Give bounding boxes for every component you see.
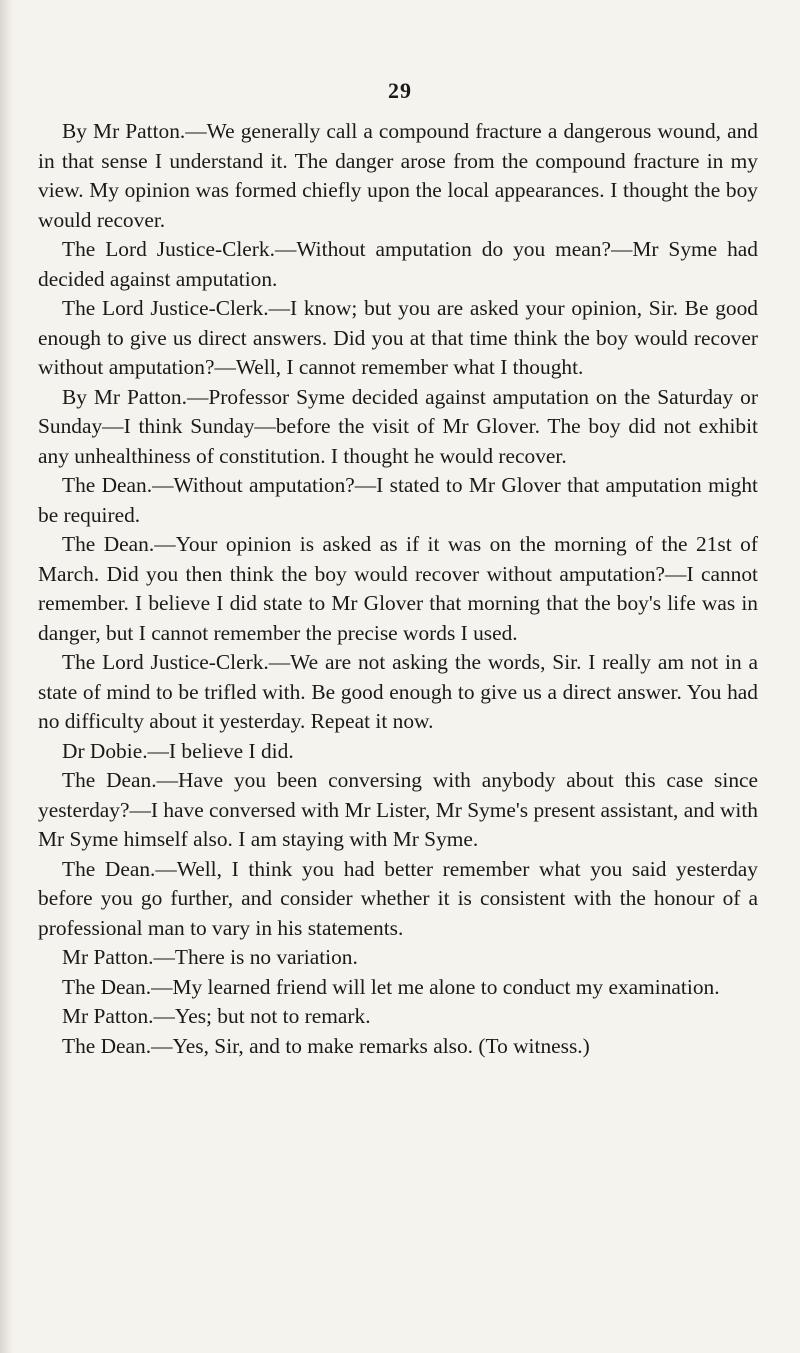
paragraph: The Lord Justice-Clerk.—We are not asking the words, Sir. I really am not in a state of mind to be trifled with. Be good enough to give us a direct answer. You had no difficulty about it yesterday. Repeat it now. [38, 650, 758, 733]
paragraph: The Dean.—Your opinion is asked as if it was on the morning of the 21st of March. Did you then think the boy would recover without amputation?—I cannot remember. I believe I did state to Mr Glover that morning that the boy's life was in danger, but I cannot remember the precise words I used. [38, 532, 758, 645]
testimony-text [38, 117, 758, 1061]
paragraph: The Dean.—Without amputation?—I stated to Mr Glover that amputation might be required. [38, 473, 758, 527]
paragraph: The Dean.—Yes, Sir, and to make remarks also. (To witness.) [62, 1033, 590, 1058]
paragraph: Dr Dobie.—I believe I did. [62, 738, 294, 763]
paragraph: By Mr Patton.—We generally call a compound fracture a dangerous wound, and in that sense I understand it. The danger arose from the compound fracture in my view. My opinion was formed chiefly upon the local appearances. I thought the boy would recover. [38, 119, 758, 232]
paragraph: The Dean.—My learned friend will let me alone to conduct my examination. [62, 974, 720, 999]
page-number: 29 [388, 78, 412, 103]
scanned-binding-edge [0, 0, 14, 1353]
paragraph: By Mr Patton.—Professor Syme decided against amputation on the Saturday or Sunday—I think Sunday—before the visit of Mr Glover. The boy did not exhibit any unhealthiness of constitution. I thought he would recover. [38, 384, 758, 468]
paragraph: The Dean.—Well, I think you had better remember what you said yesterday before you go further, and consider whether it is consistent with the honour of a professional man to vary in his statements. [38, 856, 758, 940]
paragraph: The Lord Justice-Clerk.—Without amputation do you mean?—Mr Syme had decided against amputation. [38, 237, 758, 291]
paragraph: Mr Patton.—Yes; but not to remark. [62, 1004, 371, 1028]
paragraph: Mr Patton.—There is no variation. [62, 945, 358, 969]
paragraph: The Lord Justice-Clerk.—I know; but you are asked your opinion, Sir. Be good enough to give us direct answers. Did you at that time think the boy would recover without amputation?—Well, I cannot remember what I thought. [38, 296, 758, 379]
paragraph: The Dean.—Have you been conversing with anybody about this case since yesterday?—I have conversed with Mr Lister, Mr Syme's present assistant, and with Mr Syme himself also. I am staying with Mr Syme. [38, 768, 759, 851]
